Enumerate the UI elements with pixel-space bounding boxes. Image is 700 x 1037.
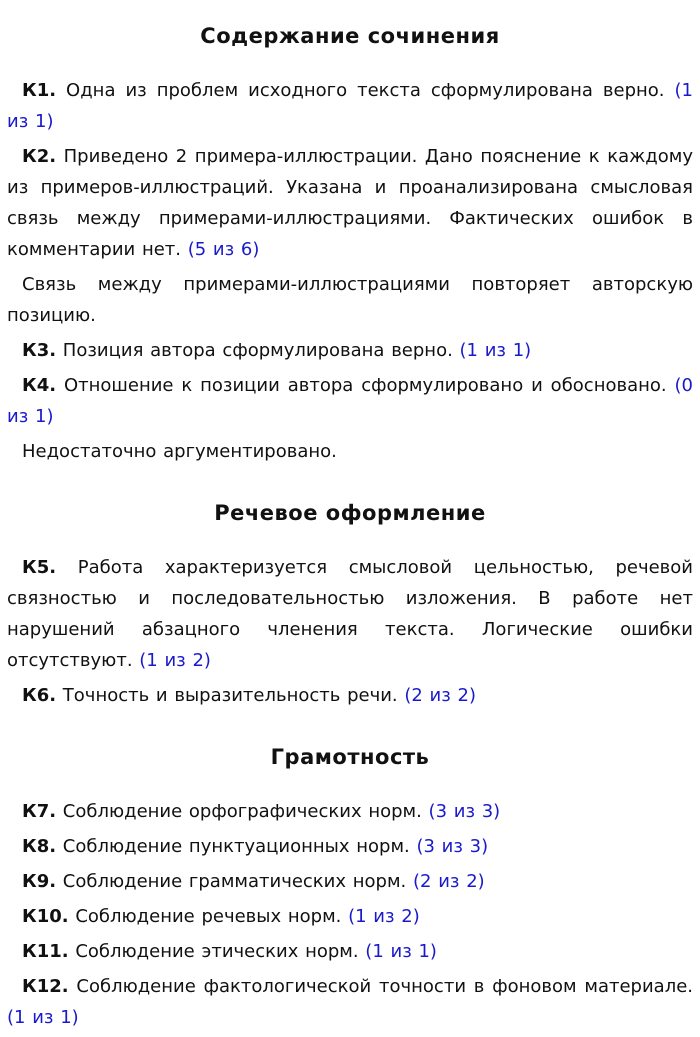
criterion-k9 <box>7 866 693 897</box>
criterion-score: (1 из 1) <box>459 340 532 361</box>
criterion-note-text: Связь между примерами-иллюстрациями повторяет авторскую позицию. <box>7 274 693 326</box>
criterion-code: К4. <box>22 375 57 396</box>
criterion-code: К7. <box>22 801 57 822</box>
section-title-speech: Речевое оформление <box>214 501 486 525</box>
criterion-code: К2. <box>22 146 57 167</box>
criterion-score: (3 из 3) <box>428 801 501 822</box>
criterion-k1 <box>7 75 693 137</box>
criterion-score: (1 из 1) <box>7 1007 79 1028</box>
criterion-k6 <box>7 680 693 711</box>
criterion-score: (1 из 1) <box>365 941 437 962</box>
criterion-text: Соблюдение пунктуационных норм. <box>56 836 417 857</box>
criterion-k3 <box>7 335 693 366</box>
criterion-text: Соблюдение фактологической точности в фоновом материале. <box>68 976 693 997</box>
criterion-k8 <box>7 831 693 862</box>
criterion-code: К12. <box>22 976 69 997</box>
criterion-note-text: Недостаточно аргументировано. <box>22 441 337 462</box>
criterion-text: Приведено 2 примера-иллюстрации. Дано пояснение к каждому из примеров-иллюстраций. Указана и проанализирована смысловая связь между примерами-иллюстрациями. Фактических ошибок в комментарии нет. <box>7 146 693 260</box>
criterion-k4 <box>7 370 693 432</box>
criterion-text: Соблюдение орфографических норм. <box>56 801 429 822</box>
criterion-k5 <box>7 552 693 676</box>
section-title-literacy: Грамотность <box>270 745 430 769</box>
criterion-text: Отношение к позиции автора сформулировано и обосновано. <box>56 375 675 396</box>
criterion-text: Точность и выразительность речи. <box>56 685 405 706</box>
criterion-score: (0 из 1) <box>7 375 693 427</box>
criterion-k4-note <box>7 436 693 467</box>
criterion-k12 <box>7 971 693 1033</box>
criterion-text: Работа характеризуется смысловой цельностью, речевой связностью и последовательностью изложения. В работе нет нарушений абзацного членения текста. Логические ошибки отсутствуют. <box>7 557 693 671</box>
criterion-score: (2 из 2) <box>404 685 477 706</box>
criterion-text: Одна из проблем исходного текста сформулирована верно. <box>56 80 675 101</box>
assessment-document <box>7 0 693 1037</box>
criterion-code: К9. <box>22 871 57 892</box>
section-speech <box>7 471 693 527</box>
criterion-code: К8. <box>22 836 57 857</box>
section-title-content: Содержание сочинения <box>200 24 500 48</box>
criterion-code: К1. <box>22 80 57 101</box>
criterion-text: Соблюдение этических норм. <box>68 941 366 962</box>
criterion-code: К3. <box>22 340 57 361</box>
criterion-text: Позиция автора сформулирована верно. <box>56 340 460 361</box>
criterion-k2-note <box>7 269 693 331</box>
section-literacy <box>7 715 693 771</box>
criterion-k2 <box>7 141 693 265</box>
criterion-score: (3 из 3) <box>416 836 489 857</box>
criterion-score: (1 из 1) <box>7 80 693 132</box>
criterion-text: Соблюдение грамматических норм. <box>56 871 413 892</box>
criterion-code: К11. <box>22 941 69 962</box>
criterion-k11 <box>7 936 693 967</box>
criterion-code: К6. <box>22 685 57 706</box>
section-content <box>7 0 693 50</box>
criterion-k10 <box>7 901 693 932</box>
criterion-code: К5. <box>22 557 57 578</box>
criterion-score: (1 из 2) <box>139 650 211 671</box>
criterion-score: (5 из 6) <box>187 239 260 260</box>
criterion-score: (1 из 2) <box>348 906 420 927</box>
criterion-score: (2 из 2) <box>413 871 485 892</box>
criterion-code: К10. <box>22 906 69 927</box>
criterion-k7 <box>7 796 693 827</box>
criterion-text: Соблюдение речевых норм. <box>68 906 349 927</box>
